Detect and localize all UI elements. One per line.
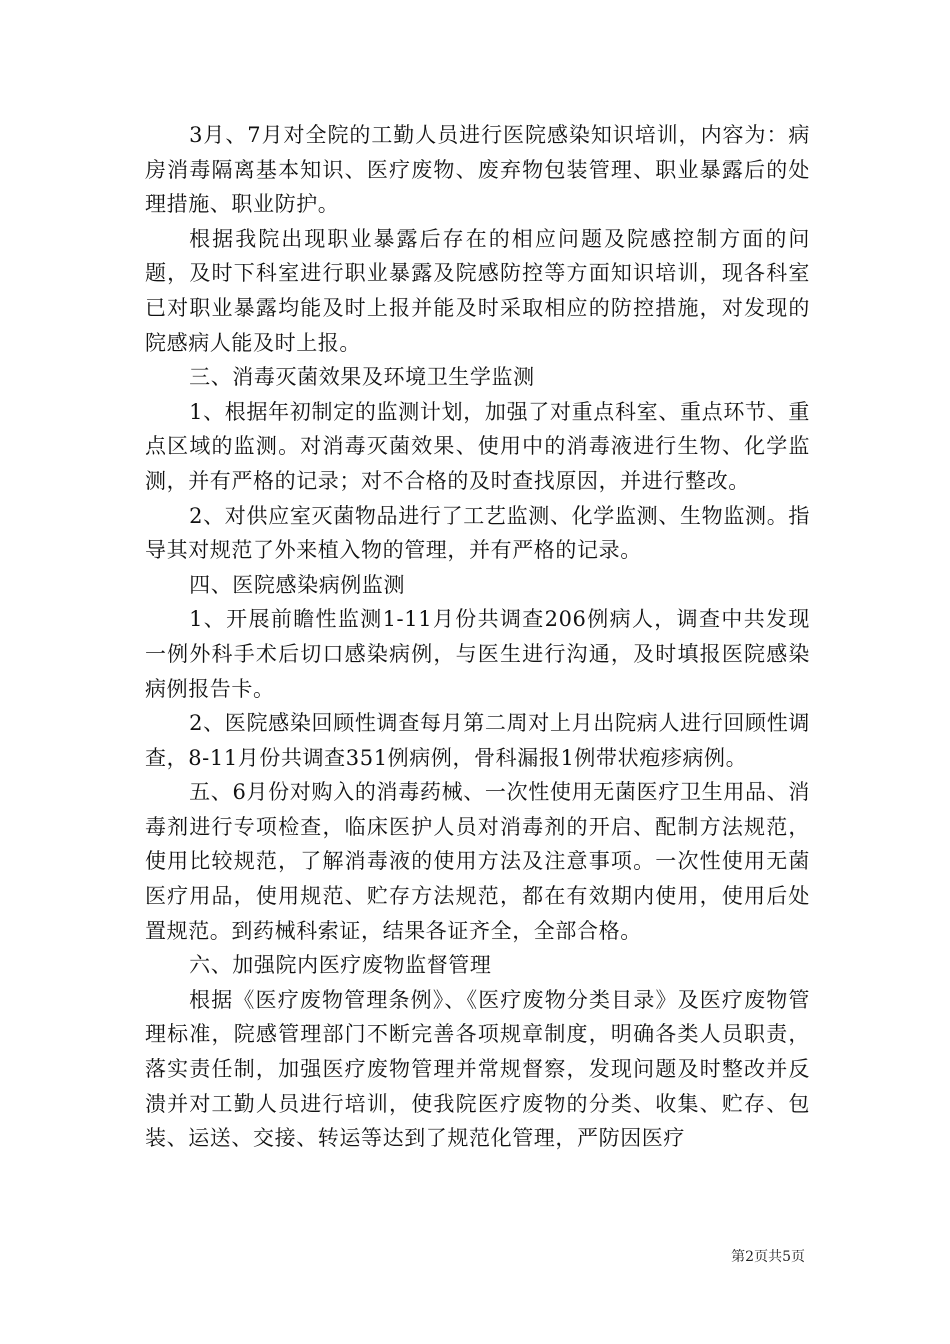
section-heading-infection-case-monitoring: 四、医院感染病例监测: [189, 572, 406, 597]
paragraph-medical-waste-management: 根据《医疗废物管理条例》、《医疗废物分类目录》及医疗废物管理标准，院感管理部门不断完善各项规章制度，明确各类人员职责，落实责任制，加强医疗废物管理并常规督察，发现问题及时整改并反溃并对工勤人员进行培训，使我院医疗废物的分类、收集、贮存、包装、运送、交接、转运等达到了规范化管理，严防因医疗: [145, 987, 810, 1151]
paragraph-key-area-monitoring: 1、根据年初制定的监测计划，加强了对重点科室、重点环节、重点区域的监测。对消毒灭菌效果、使用中的消毒液进行生物、化学监测，并有严格的记录；对不合格的及时查找原因，并进行整改。: [145, 399, 810, 493]
paragraph-prospective-monitoring: 1、开展前瞻性监测1-11月份共调查206例病人，调查中共发现一例外科手术后切口感染病例，与医生进行沟通，及时填报医院感染病例报告卡。: [145, 607, 810, 701]
document-body: [145, 118, 810, 1156]
section-heading-medical-waste: 六、加强院内医疗废物监督管理: [189, 953, 492, 978]
paragraph-retrospective-survey: 2、医院感染回顾性调查每月第二周对上月出院病人进行回顾性调查，8-11月份共调查351例病例，骨科漏报1例带状疱疹病例。: [145, 711, 810, 770]
paragraph-supply-room-monitoring: 2、对供应室灭菌物品进行了工艺监测、化学监测、生物监测。指导其对规范了外来植入物的管理，并有严格的记录。: [145, 503, 810, 563]
page-number: 第2页共5页: [731, 1249, 805, 1265]
section-heading-disinfection-monitoring: 三、消毒灭菌效果及环境卫生学监测: [189, 365, 535, 390]
paragraph-disinfectant-inspection: 五、6月份对购入的消毒药械、一次性使用无菌医疗卫生用品、消毒剂进行专项检查，临床医护人员对消毒剂的开启、配制方法规范，使用比较规范，了解消毒液的使用方法及注意事项。一次性使用无菌医疗用品，使用规范、贮存方法规范，都在有效期内使用，使用后处置规范。到药械科索证，结果各证齐全，全部合格。: [145, 780, 810, 943]
paragraph-worker-training: 3月、7月对全院的工勤人员进行医院感染知识培训，内容为：病房消毒隔离基本知识、医疗废物、废弃物包装管理、职业暴露后的处理措施、职业防护。: [145, 123, 810, 217]
paragraph-occupational-exposure: 根据我院出现职业暴露后存在的相应问题及院感控制方面的问题，及时下科室进行职业暴露及院感防控等方面知识培训，现各科室已对职业暴露均能及时上报并能及时采取相应的防控措施，对发现的院感病人能及时上报。: [145, 226, 810, 355]
